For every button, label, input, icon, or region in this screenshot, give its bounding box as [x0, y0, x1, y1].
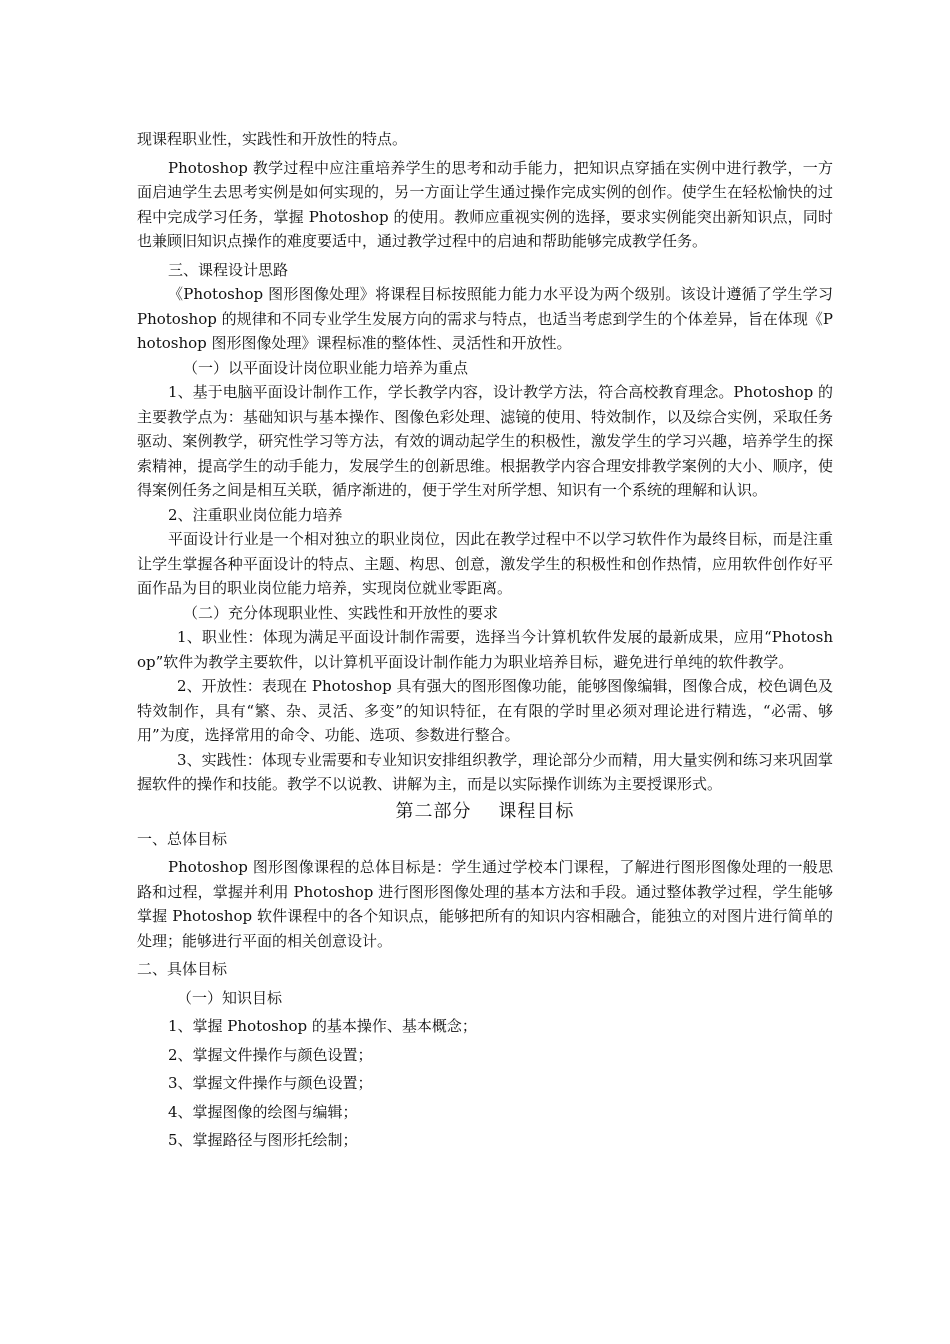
- paragraph-course-design: 《Photoshop 图形图像处理》将课程目标按照能力能力水平设为两个级别。该设计遵循了学生学习 Photoshop 的规律和不同专业学生发展方向的需求与特点，也适当考虑到学生的个体差异，旨在体现《Photoshop 图形图像处理》课程标准的整体性、灵活性和开放性。: [137, 285, 833, 352]
- heading-knowledge-goals: （一）知识目标: [177, 988, 283, 1007]
- heading-requirements: （二）充分体现职业性、实践性和开放性的要求: [183, 603, 499, 622]
- continuation-line: 现课程职业性，实践性和开放性的特点。: [137, 130, 408, 148]
- paragraph-overall-goal: Photoshop 图形图像课程的总体目标是：学生通过学校本门课程，了解进行图形图像处理的一般思路和过程，掌握并利用 Photoshop 进行图形图像处理的基本方法和手段。通过整体教学过程，学生能够掌握 Photoshop 软件课程中的各个知识点，能够把所有的知识内容相融合，能独立的对图片进行简单的处理；能够进行平面的相关创意设计。: [137, 858, 833, 950]
- heading-focus: （一）以平面设计岗位职业能力培养为重点: [183, 358, 469, 377]
- list-item: 2、掌握文件操作与颜色设置；: [168, 1045, 373, 1064]
- chapter-title: 第二部分 课程目标: [395, 800, 575, 822]
- paragraph-focus-1: 1、基于电脑平面设计制作工作，学长教学内容，设计教学方法，符合高校教育理念。Photoshop 的主要教学点为：基础知识与基本操作、图像色彩处理、滤镜的使用、特效制作，以及综合实例，采取任务驱动、案例教学，研究性学习等方法，有效的调动起学生的积极性，激发学生的学习兴趣，培养学生的探索精神，提高学生的动手能力，发展学生的创新思维。根据教学内容合理安排教学案例的大小、顺序，使得案例任务之间是相互关联，循序渐进的，便于学生对所学想、知识有一个系统的理解和认识。: [137, 383, 833, 499]
- paragraph-requirement-1: 1、职业性：体现为满足平面设计制作需要，选择当今计算机软件发展的最新成果，应用“Photoshop”软件为教学主要软件，以计算机平面设计制作能力为职业培养目标，避免进行单纯的软件教学。: [137, 628, 833, 671]
- list-item: 4、掌握图像的绘图与编辑；: [168, 1102, 358, 1121]
- heading-focus-2: 2、注重职业岗位能力培养: [168, 505, 343, 524]
- list-item: 3、掌握文件操作与颜色设置；: [168, 1074, 373, 1092]
- paragraph-requirement-2: 2、开放性：表现在 Photoshop 具有强大的图形图像功能，能够图像编辑，图像合成，校色调色及特效制作，具有“繁、杂、灵活、多变”的知识特征，在有限的学时里必须对理论进行精选，“必需、够用”为度，选择常用的命令、功能、选项、参数进行整合。: [137, 677, 833, 744]
- paragraph-focus-2: 平面设计行业是一个相对独立的职业岗位，因此在教学过程中不以学习软件作为最终目标，而是注重让学生掌握各种平面设计的特点、主题、构思、创意，激发学生的积极性和创作热情，应用软件创作好平面作品为目的职业岗位能力培养，实现岗位就业零距离。: [137, 530, 833, 597]
- heading-overall-goal: 一、总体目标: [137, 829, 228, 848]
- document-page: [137, 127, 833, 1153]
- heading-course-design: 三、课程设计思路: [168, 260, 289, 279]
- paragraph-teaching: Photoshop 教学过程中应注重培养学生的思考和动手能力，把知识点穿插在实例中进行教学，一方面启迪学生去思考实例是如何实现的，另一方面让学生通过操作完成实例的创作。使学生在轻松愉快的过程中完成学习任务，掌握 Photoshop 的使用。教师应重视实例的选择，要求实例能突出新知识点，同时也兼顾旧知识点操作的难度要适中，通过教学过程中的启迪和帮助能够完成教学任务。: [137, 158, 833, 250]
- heading-specific-goals: 二、具体目标: [137, 960, 228, 978]
- list-item: 5、掌握路径与图形托绘制；: [168, 1131, 358, 1149]
- list-item: 1、掌握 Photoshop 的基本操作、基本概念；: [168, 1017, 477, 1035]
- paragraph-requirement-3: 3、实践性：体现专业需要和专业知识安排组织教学，理论部分少而精，用大量实例和练习来巩固掌握软件的操作和技能。教学不以说教、讲解为主，而是以实际操作训练为主要授课形式。: [137, 750, 833, 793]
